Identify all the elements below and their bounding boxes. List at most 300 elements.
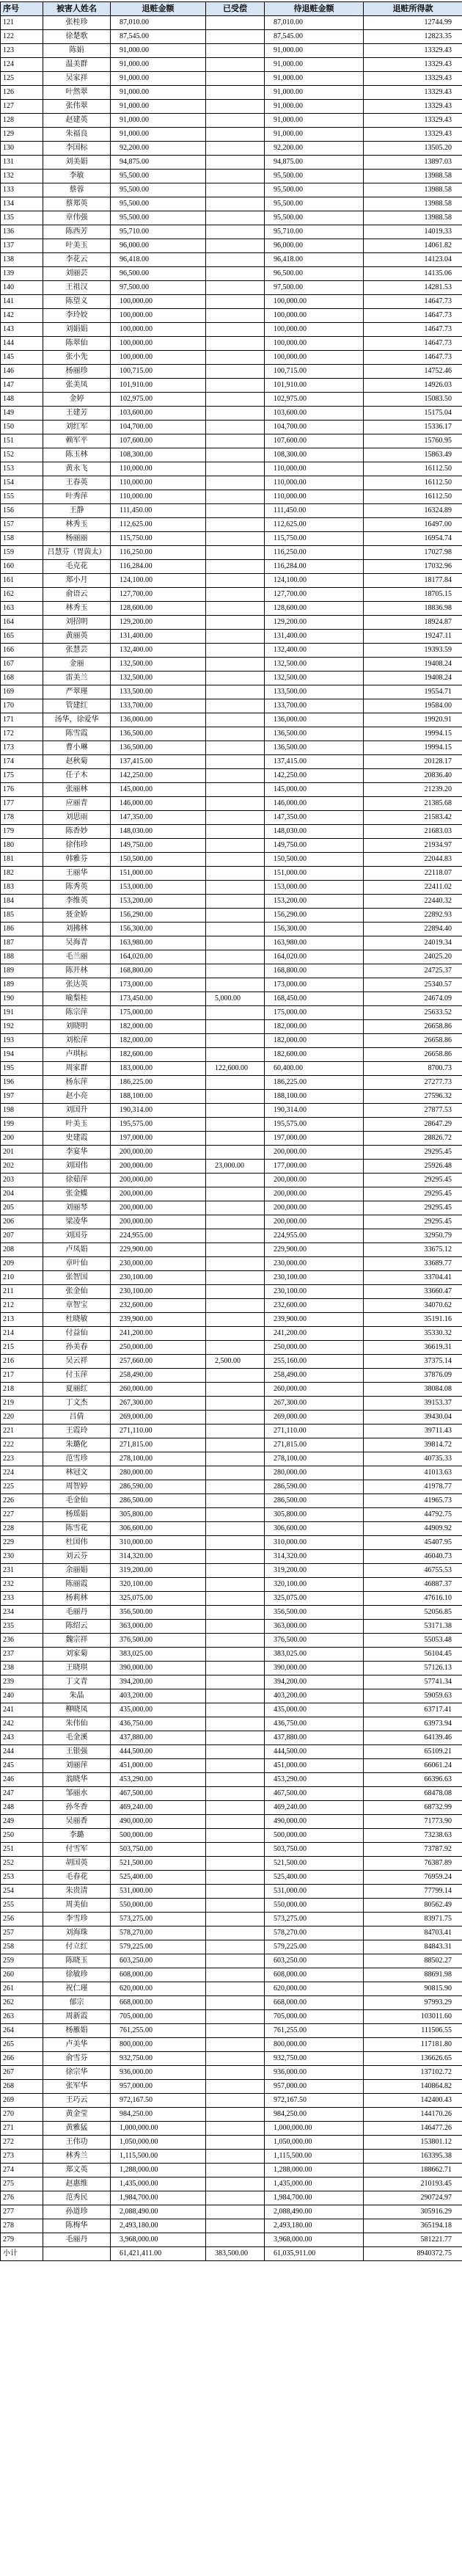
compensation-cell: 41013.63	[364, 1466, 462, 1480]
victim-name-cell: 杜国伟	[43, 1536, 111, 1550]
compensation-cell: 13988.58	[364, 183, 462, 197]
table-row	[1, 1536, 462, 1550]
pending-amount-cell: 148,030.00	[265, 825, 364, 839]
pending-amount-cell: 1,000,000.00	[265, 2122, 364, 2136]
pending-amount-cell: 356,500.00	[265, 1606, 364, 1620]
victim-name-cell: 李玲姣	[43, 309, 111, 323]
victim-name-cell: 陈晓玉	[43, 1954, 111, 1968]
victim-name-cell: 管建红	[43, 699, 111, 713]
victim-name-cell: 黄永飞	[43, 462, 111, 476]
victim-name-cell: 陈梅华	[43, 2219, 111, 2233]
victim-name-cell: 付玉萍	[43, 1369, 111, 1383]
seq-cell: 269	[1, 2094, 43, 2108]
received-cell	[206, 16, 265, 30]
compensation-cell: 19408.24	[364, 672, 462, 685]
received-cell	[206, 699, 265, 713]
pending-amount-cell: 1,435,000.00	[265, 2177, 364, 2191]
return-amount-cell: 453,290.00	[111, 1773, 206, 1787]
victim-name-cell: 翁晓华	[43, 1773, 111, 1787]
return-amount-cell: 183,000.00	[111, 1062, 206, 1076]
seq-cell: 151	[1, 434, 43, 448]
return-amount-cell: 95,710.00	[111, 225, 206, 239]
compensation-cell: 36619.31	[364, 1341, 462, 1355]
victim-name-cell: 俞语云	[43, 588, 111, 602]
compensation-cell: 35330.32	[364, 1327, 462, 1341]
table-row	[1, 1327, 462, 1341]
seq-cell: 229	[1, 1536, 43, 1550]
seq-cell: 218	[1, 1383, 43, 1397]
victim-name-cell: 郑文英	[43, 2164, 111, 2177]
table-row	[1, 685, 462, 699]
pending-amount-cell: 91,000.00	[265, 44, 364, 58]
table-row	[1, 630, 462, 644]
table-row	[1, 2080, 462, 2094]
received-cell	[206, 2164, 265, 2177]
victim-name-cell: 王丽华	[43, 867, 111, 881]
table-row	[1, 1564, 462, 1578]
received-cell	[206, 1494, 265, 1508]
total-name-cell	[43, 2247, 111, 2261]
table-row	[1, 2024, 462, 2038]
return-amount-cell: 705,000.00	[111, 2010, 206, 2024]
table-row	[1, 44, 462, 58]
pending-amount-cell: 116,250.00	[265, 546, 364, 560]
seq-cell: 135	[1, 211, 43, 225]
table-row	[1, 1815, 462, 1829]
pending-amount-cell: 668,000.00	[265, 1996, 364, 2010]
seq-cell: 187	[1, 936, 43, 950]
return-amount-cell: 394,200.00	[111, 1676, 206, 1689]
pending-amount-cell: 127,700.00	[265, 588, 364, 602]
victim-name-cell: 王春英	[43, 476, 111, 490]
table-row	[1, 1857, 462, 1871]
pending-amount-cell: 110,000.00	[265, 462, 364, 476]
pending-amount-cell: 200,000.00	[265, 1215, 364, 1229]
table-row	[1, 1355, 462, 1369]
return-amount-cell: 2,493,180.00	[111, 2219, 206, 2233]
received-cell	[206, 2108, 265, 2122]
received-cell	[206, 1397, 265, 1411]
compensation-cell: 45407.95	[364, 1536, 462, 1550]
table-row	[1, 964, 462, 978]
seq-cell: 139	[1, 267, 43, 281]
header-victim-name: 被害人姓名	[43, 2, 111, 16]
received-cell	[206, 2150, 265, 2164]
received-cell	[206, 727, 265, 741]
table-row	[1, 1187, 462, 1201]
seq-cell: 125	[1, 72, 43, 86]
received-cell: 23,000.00	[206, 1160, 265, 1174]
table-row	[1, 2108, 462, 2122]
seq-cell: 189	[1, 964, 43, 978]
return-amount-cell: 521,500.00	[111, 1857, 206, 1871]
compensation-cell: 17032.96	[364, 560, 462, 574]
seq-cell: 207	[1, 1229, 43, 1243]
received-cell	[206, 1048, 265, 1062]
victim-name-cell: 章智宝	[43, 1299, 111, 1313]
received-cell	[206, 490, 265, 504]
compensation-cell: 13505.20	[364, 142, 462, 156]
victim-name-cell: 郁宗	[43, 1996, 111, 2010]
compensation-cell: 22440.32	[364, 895, 462, 909]
compensation-cell: 29295.45	[364, 1215, 462, 1229]
compensation-cell: 19584.00	[364, 699, 462, 713]
seq-cell: 241	[1, 1703, 43, 1717]
pending-amount-cell: 932,750.00	[265, 2052, 364, 2066]
victim-name-cell: 杨莉林	[43, 1592, 111, 1606]
pending-amount-cell: 271,815.00	[265, 1438, 364, 1452]
compensation-cell: 20836.40	[364, 769, 462, 783]
return-amount-cell: 132,400.00	[111, 644, 206, 658]
pending-amount-cell: 104,700.00	[265, 421, 364, 434]
compensation-cell: 136626.65	[364, 2052, 462, 2066]
received-cell	[206, 1425, 265, 1438]
table-row	[1, 867, 462, 881]
return-amount-cell: 96,500.00	[111, 267, 206, 281]
seq-cell: 124	[1, 58, 43, 72]
seq-cell: 141	[1, 295, 43, 309]
pending-amount-cell: 96,000.00	[265, 239, 364, 253]
table-row	[1, 923, 462, 936]
return-amount-cell: 91,000.00	[111, 86, 206, 100]
table-row	[1, 1787, 462, 1801]
received-cell	[206, 2094, 265, 2108]
seq-cell: 179	[1, 825, 43, 839]
compensation-cell: 33704.41	[364, 1271, 462, 1285]
seq-cell: 126	[1, 86, 43, 100]
victim-name-cell: 杨瑶娟	[43, 1508, 111, 1522]
victim-name-cell: 刘晓明	[43, 1020, 111, 1034]
return-amount-cell: 87,545.00	[111, 30, 206, 44]
table-row	[1, 142, 462, 156]
table-row	[1, 2052, 462, 2066]
return-amount-cell: 100,000.00	[111, 323, 206, 337]
table-row	[1, 1634, 462, 1648]
seq-cell: 236	[1, 1634, 43, 1648]
compensation-cell: 46887.37	[364, 1578, 462, 1592]
pending-amount-cell: 96,418.00	[265, 253, 364, 267]
compensation-cell: 14647.73	[364, 295, 462, 309]
return-amount-cell: 531,000.00	[111, 1885, 206, 1899]
pending-amount-cell: 531,000.00	[265, 1885, 364, 1899]
compensation-cell: 77799.14	[364, 1885, 462, 1899]
seq-cell: 148	[1, 393, 43, 407]
received-cell	[206, 1104, 265, 1118]
table-row	[1, 825, 462, 839]
return-amount-cell: 984,250.00	[111, 2108, 206, 2122]
victim-name-cell: 柳晓凤	[43, 1703, 111, 1717]
table-row	[1, 1940, 462, 1954]
compensation-cell: 19408.24	[364, 658, 462, 672]
seq-cell: 154	[1, 476, 43, 490]
pending-amount-cell: 182,600.00	[265, 1048, 364, 1062]
compensation-cell: 22118.07	[364, 867, 462, 881]
victim-name-cell: 张丽林	[43, 783, 111, 797]
seq-cell: 240	[1, 1689, 43, 1703]
received-cell	[206, 1090, 265, 1104]
received-cell	[206, 1717, 265, 1731]
table-row	[1, 1550, 462, 1564]
compensation-cell: 19920.91	[364, 713, 462, 727]
seq-cell: 266	[1, 2052, 43, 2066]
victim-name-cell: 应丽青	[43, 797, 111, 811]
return-amount-cell: 314,320.00	[111, 1550, 206, 1564]
compensation-cell: 41965.73	[364, 1494, 462, 1508]
seq-cell: 122	[1, 30, 43, 44]
table-row	[1, 950, 462, 964]
pending-amount-cell: 437,880.00	[265, 1731, 364, 1745]
received-cell	[206, 1215, 265, 1229]
seq-cell: 279	[1, 2233, 43, 2247]
victim-name-cell: 王霞玲	[43, 1425, 111, 1438]
victim-name-cell: 蔡郑英	[43, 197, 111, 211]
seq-cell: 203	[1, 1174, 43, 1187]
victim-name-cell: 蔡蓉	[43, 183, 111, 197]
compensation-cell: 22894.40	[364, 923, 462, 936]
received-cell	[206, 546, 265, 560]
victim-name-cell: 林秀玉	[43, 602, 111, 616]
table-row	[1, 365, 462, 379]
compensation-cell: 15760.95	[364, 434, 462, 448]
return-amount-cell: 91,000.00	[111, 100, 206, 114]
compensation-cell: 56104.45	[364, 1648, 462, 1662]
table-row	[1, 462, 462, 476]
seq-cell: 234	[1, 1606, 43, 1620]
seq-cell: 143	[1, 323, 43, 337]
victim-name-cell: 毛克花	[43, 560, 111, 574]
table-row	[1, 351, 462, 365]
return-amount-cell: 91,000.00	[111, 58, 206, 72]
victim-name-cell: 刘美娟	[43, 156, 111, 170]
victim-name-cell: 刘海珠	[43, 1926, 111, 1940]
return-amount-cell: 286,590.00	[111, 1480, 206, 1494]
seq-cell: 172	[1, 727, 43, 741]
seq-cell: 272	[1, 2136, 43, 2150]
pending-amount-cell: 521,500.00	[265, 1857, 364, 1871]
compensation-cell: 73787.92	[364, 1843, 462, 1857]
return-amount-cell: 319,200.00	[111, 1564, 206, 1578]
return-amount-cell: 603,250.00	[111, 1954, 206, 1968]
seq-cell: 254	[1, 1885, 43, 1899]
pending-amount-cell: 132,500.00	[265, 672, 364, 685]
compensation-cell: 39711.43	[364, 1425, 462, 1438]
table-row	[1, 114, 462, 128]
return-amount-cell: 608,000.00	[111, 1968, 206, 1982]
return-amount-cell: 124,100.00	[111, 574, 206, 588]
victim-name-cell: 周新霞	[43, 2010, 111, 2024]
victim-name-cell: 徐楚歌	[43, 30, 111, 44]
table-row	[1, 574, 462, 588]
victim-name-cell: 杨东萍	[43, 1076, 111, 1090]
return-amount-cell: 200,000.00	[111, 1146, 206, 1160]
seq-cell: 243	[1, 1731, 43, 1745]
compensation-cell: 16112.50	[364, 462, 462, 476]
seq-cell: 156	[1, 504, 43, 518]
table-row	[1, 839, 462, 853]
received-cell	[206, 1285, 265, 1299]
table-row	[1, 588, 462, 602]
return-amount-cell: 96,000.00	[111, 239, 206, 253]
header-compensation: 退赃所得款	[364, 2, 462, 16]
return-amount-cell: 95,500.00	[111, 170, 206, 183]
victim-name-cell: 吕慧芬（胃茵太）	[43, 546, 111, 560]
seq-cell: 212	[1, 1299, 43, 1313]
table-row	[1, 1090, 462, 1104]
received-cell	[206, 1299, 265, 1313]
pending-amount-cell: 163,980.00	[265, 936, 364, 950]
pending-amount-cell: 153,000.00	[265, 881, 364, 895]
table-row	[1, 1676, 462, 1689]
seq-cell: 158	[1, 532, 43, 546]
received-cell	[206, 504, 265, 518]
seq-cell: 252	[1, 1857, 43, 1871]
return-amount-cell: 200,000.00	[111, 1187, 206, 1201]
received-cell	[206, 1745, 265, 1759]
pending-amount-cell: 936,000.00	[265, 2066, 364, 2080]
return-amount-cell: 100,000.00	[111, 295, 206, 309]
table-row	[1, 1592, 462, 1606]
return-amount-cell: 257,660.00	[111, 1355, 206, 1369]
victim-name-cell: 卢琪标	[43, 1048, 111, 1062]
seq-cell: 164	[1, 616, 43, 630]
pending-amount-cell: 149,750.00	[265, 839, 364, 853]
seq-cell: 173	[1, 741, 43, 755]
pending-amount-cell: 108,300.00	[265, 448, 364, 462]
return-amount-cell: 145,000.00	[111, 783, 206, 797]
received-cell	[206, 797, 265, 811]
pending-amount-cell: 96,500.00	[265, 267, 364, 281]
compensation-cell: 14647.73	[364, 323, 462, 337]
seq-cell: 215	[1, 1341, 43, 1355]
received-cell: 2,500.00	[206, 1355, 265, 1369]
table-row	[1, 183, 462, 197]
received-cell	[206, 1913, 265, 1926]
seq-cell: 149	[1, 407, 43, 421]
seq-cell: 231	[1, 1564, 43, 1578]
compensation-cell: 18836.98	[364, 602, 462, 616]
compensation-cell: 57741.34	[364, 1676, 462, 1689]
seq-cell: 253	[1, 1871, 43, 1885]
table-row	[1, 1522, 462, 1536]
return-amount-cell: 137,415.00	[111, 755, 206, 769]
return-amount-cell: 91,000.00	[111, 128, 206, 142]
return-amount-cell: 197,000.00	[111, 1132, 206, 1146]
seq-cell: 214	[1, 1327, 43, 1341]
compensation-cell: 111506.55	[364, 2024, 462, 2038]
compensation-cell: 29295.45	[364, 1174, 462, 1187]
victim-name-cell: 汤华，徐爱华	[43, 713, 111, 727]
pending-amount-cell: 325,075.00	[265, 1592, 364, 1606]
table-row	[1, 337, 462, 351]
victim-name-cell: 叶然翠	[43, 86, 111, 100]
return-amount-cell: 175,000.00	[111, 1006, 206, 1020]
victim-name-cell: 杜晓敏	[43, 1313, 111, 1327]
received-cell	[206, 1801, 265, 1815]
table-row	[1, 895, 462, 909]
pending-amount-cell: 280,000.00	[265, 1466, 364, 1480]
victim-name-cell: 赵建英	[43, 114, 111, 128]
table-row	[1, 2164, 462, 2177]
table-row	[1, 421, 462, 434]
victim-name-cell: 胡国英	[43, 1857, 111, 1871]
pending-amount-cell: 91,000.00	[265, 114, 364, 128]
received-cell	[206, 225, 265, 239]
table-row	[1, 713, 462, 727]
victim-name-cell: 李维英	[43, 895, 111, 909]
received-cell	[206, 211, 265, 225]
pending-amount-cell: 444,500.00	[265, 1745, 364, 1759]
victim-name-cell: 韩雅芬	[43, 853, 111, 867]
return-amount-cell: 325,075.00	[111, 1592, 206, 1606]
pending-amount-cell: 110,000.00	[265, 490, 364, 504]
victim-name-cell: 陈娟	[43, 44, 111, 58]
received-cell	[206, 1843, 265, 1857]
pending-amount-cell: 229,900.00	[265, 1243, 364, 1257]
victim-name-cell: 王建芳	[43, 407, 111, 421]
victim-name-cell: 张小先	[43, 351, 111, 365]
victim-name-cell: 叶美玉	[43, 1118, 111, 1132]
compensation-cell: 12823.35	[364, 30, 462, 44]
return-amount-cell: 269,000.00	[111, 1411, 206, 1425]
compensation-cell: 15175.04	[364, 407, 462, 421]
pending-amount-cell: 320,100.00	[265, 1578, 364, 1592]
return-amount-cell: 92,200.00	[111, 142, 206, 156]
victim-name-cell: 黄雅猛	[43, 2122, 111, 2136]
return-amount-cell: 128,600.00	[111, 602, 206, 616]
received-cell	[206, 895, 265, 909]
victim-name-cell: 祝仁瑾	[43, 1982, 111, 1996]
pending-amount-cell: 250,000.00	[265, 1341, 364, 1355]
received-cell	[206, 602, 265, 616]
victim-name-cell: 陈西芳	[43, 225, 111, 239]
seq-cell: 129	[1, 128, 43, 142]
victim-name-cell: 刘松萍	[43, 1034, 111, 1048]
seq-cell: 169	[1, 685, 43, 699]
victim-name-cell: 刘丽萍	[43, 1759, 111, 1773]
victim-name-cell: 林秀兰	[43, 2150, 111, 2164]
pending-amount-cell: 129,200.00	[265, 616, 364, 630]
pending-amount-cell: 620,000.00	[265, 1982, 364, 1996]
received-cell	[206, 1940, 265, 1954]
table-row	[1, 2094, 462, 2108]
victim-name-cell: 张伟翠	[43, 100, 111, 114]
return-amount-cell: 436,750.00	[111, 1717, 206, 1731]
seq-cell: 162	[1, 588, 43, 602]
victim-name-cell: 李花云	[43, 253, 111, 267]
pending-amount-cell: 451,000.00	[265, 1759, 364, 1773]
table-row	[1, 783, 462, 797]
table-row	[1, 295, 462, 309]
pending-amount-cell: 1,115,500.00	[265, 2150, 364, 2164]
victim-name-cell: 李宴华	[43, 1146, 111, 1160]
seq-cell: 121	[1, 16, 43, 30]
pending-amount-cell: 3,968,000.00	[265, 2233, 364, 2247]
return-amount-cell: 579,225.00	[111, 1940, 206, 1954]
received-cell	[206, 1271, 265, 1285]
victim-name-cell: 范雪珍	[43, 1452, 111, 1466]
compensation-cell: 39430.04	[364, 1411, 462, 1425]
seq-cell: 265	[1, 2038, 43, 2052]
table-row	[1, 1438, 462, 1452]
table-row	[1, 1034, 462, 1048]
compensation-cell: 27877.53	[364, 1104, 462, 1118]
seq-cell: 275	[1, 2177, 43, 2191]
seq-cell: 267	[1, 2066, 43, 2080]
return-amount-cell: 97,500.00	[111, 281, 206, 295]
seq-cell: 146	[1, 365, 43, 379]
table-row	[1, 2122, 462, 2136]
received-cell	[206, 1773, 265, 1787]
